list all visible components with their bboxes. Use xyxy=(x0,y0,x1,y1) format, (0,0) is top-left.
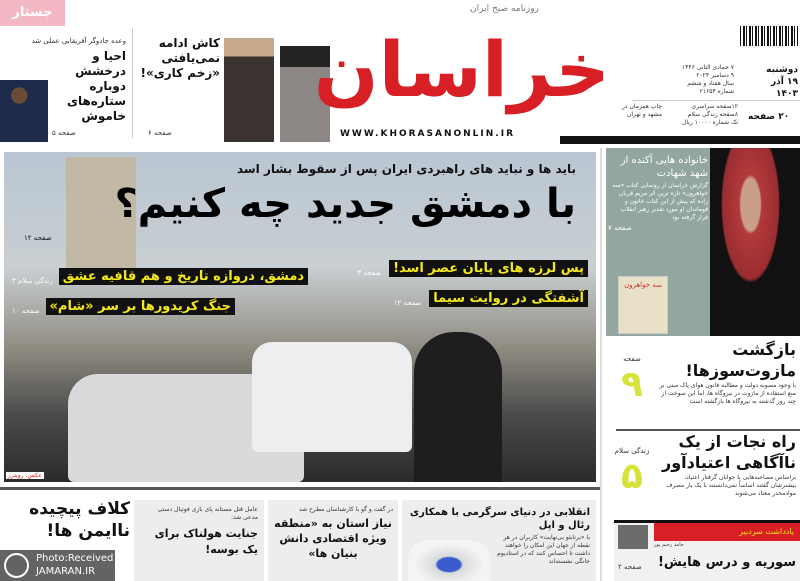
bottom-story-1[interactable] xyxy=(402,500,596,581)
divider xyxy=(600,148,602,581)
page-label: صفحه xyxy=(623,355,641,363)
side-story-2[interactable] xyxy=(606,432,800,516)
issue-number: شماره ۲۱۶۵۴ xyxy=(699,88,734,95)
story-title: ناآگاهی اعتیادآور xyxy=(662,453,796,472)
sports-teaser[interactable] xyxy=(0,30,130,142)
feature-story[interactable] xyxy=(606,148,800,336)
subheadline: پس لرزه های پایان عصر اسد! xyxy=(389,260,588,277)
masthead xyxy=(0,0,800,145)
watermark xyxy=(0,550,115,581)
car-photo xyxy=(252,342,412,452)
watermark-logo xyxy=(4,553,29,578)
subheadline: جنگ کریدورها بر سر «شام» xyxy=(46,298,235,315)
bottom-story-2[interactable] xyxy=(268,500,398,581)
story-kicker: عامل قتل مستانه پای بازی فوتبال دستی مدعی شد: xyxy=(157,506,258,521)
page-label: زندگی سلام xyxy=(614,447,650,455)
solar-date: ۱۹ آذر xyxy=(770,77,798,87)
photo-credit: عکس: رویترز xyxy=(8,472,42,479)
divider xyxy=(616,429,800,431)
side-story-1[interactable] xyxy=(606,340,800,428)
story-body: با «برنابئو بی‌نهایت» کاربران در هر نقطه از جهان این امکان را خواهند داشت تا احساس کنند که در استادیوم خانگی نشسته‌اند xyxy=(497,534,590,565)
page-ref: صفحه ۱۰ xyxy=(12,307,40,315)
barcode xyxy=(740,26,798,46)
page-count: ۲۰ صفحه xyxy=(748,112,790,122)
masthead-bar xyxy=(560,136,800,144)
page-ref: صفحه ۳ xyxy=(357,269,382,277)
film-page: صفحه ۶ xyxy=(148,129,172,137)
story-title: جنایت هولناک برای یک بوسه! xyxy=(154,527,258,556)
woman-photo xyxy=(710,148,800,336)
date-block xyxy=(738,64,798,100)
vr-headset-photo xyxy=(408,540,490,581)
story-title: مازوت‌سوزها! xyxy=(685,361,796,380)
page-ref: صفحه ۱۲ xyxy=(393,299,422,307)
page-info-item: ۸صفحه زندگی سلام xyxy=(687,111,738,118)
subheadline: دمشق، دروازه تاریخ و هم قافیه عشق xyxy=(59,268,308,285)
watermark-text: Photo:Received xyxy=(36,553,114,564)
print-info: چاپ همزمان در مشهد و تهران xyxy=(622,103,662,118)
issue-info xyxy=(636,64,734,96)
section-label: جستار xyxy=(0,0,65,26)
story-title: نیاز استان به «منطقه ویژه اقتصادی دانش بنیان ها» xyxy=(274,517,392,560)
newspaper-logo: خراسان xyxy=(313,25,610,114)
editorial-page: صفحه ۲ xyxy=(618,563,642,571)
author-name: حامد رحیم پور xyxy=(654,542,684,548)
website[interactable]: WWW.KHORASANONLIN.IR xyxy=(340,129,515,139)
page-ref: زندگی سلام ۳ xyxy=(12,277,53,285)
story-title: انقلابی در دنیای سرگرمی با همکاری رئال و اپل xyxy=(409,507,590,531)
gregorian-date: ۹ دسامبر ۲۰۲۴ xyxy=(696,72,734,79)
page-info xyxy=(664,103,738,127)
editorial-label: یادداشت سردبیر xyxy=(654,523,800,541)
page-number: ۵ xyxy=(621,456,643,497)
subheadline: آشفتگی در روایت سیما xyxy=(429,290,588,307)
sports-page: صفحه ۵ xyxy=(52,129,76,137)
story-kicker: در گفت و گو با کارشناسان مطرح شد xyxy=(298,506,393,513)
headline-page: صفحه ۱۲ xyxy=(24,234,52,242)
hijri-date: ۷ جمادی الثانی ۱۴۴۶ xyxy=(681,64,734,71)
divider xyxy=(0,487,600,490)
story-title: کلاف پیچیده ناایمن ها! xyxy=(29,499,130,541)
film-teaser[interactable] xyxy=(136,28,331,142)
editorial-title: سوریه و درس هایش! xyxy=(657,555,796,570)
volume: سال هفتاد و ششم xyxy=(687,80,734,87)
weekday: دوشنبه xyxy=(766,65,798,75)
man-photo xyxy=(414,332,502,482)
divider xyxy=(132,28,133,138)
divider xyxy=(632,100,800,101)
author-avatar xyxy=(618,525,648,549)
story-title: بازگشت xyxy=(732,340,796,359)
page-number: ۹ xyxy=(621,364,643,405)
feature-body: گزارش خراسان از رونمایی کتاب «سه خواهرون» تازه ترین اثر مریم قربان زاده که پیش از این کتاب خاتون و قوماندان او مورد تقدیر رهبر انقلاب قرار گرفته بود xyxy=(612,182,708,221)
actor-photo xyxy=(224,38,274,142)
editorial[interactable] xyxy=(614,520,800,581)
main-headline: با دمشق جدید چه کنیم؟ xyxy=(114,181,576,227)
film-title: کاش ادامه نمی‌یافتی «زخم کاری»! xyxy=(140,36,220,80)
solar-year: ۱۴۰۳ xyxy=(776,89,798,99)
bottom-story-4[interactable] xyxy=(0,496,132,548)
main-story[interactable] xyxy=(4,152,596,482)
book-cover: سه خواهرون xyxy=(618,276,668,334)
main-kicker: باید ها و نباید های راهبردی ایران پس از سقوط بشار اسد xyxy=(236,162,576,176)
price: تک شماره ۱۰۰۰۰ ریال xyxy=(681,119,738,126)
story-body: با وجود مصوبه دولت و مطالبه قانون هوای پاک مبنی بر منع استفاده از مازوت در نیروگاه ها، اما این سوخت از چند روز گذشته به نیروگاه ها بازگشته است xyxy=(659,382,796,405)
bottom-story-3[interactable] xyxy=(134,500,264,581)
feature-page: صفحه ۷ xyxy=(608,224,632,232)
page-info-item: ۱۲صفحه سراسری xyxy=(691,103,738,110)
sports-title: احیا و درخشش دوباره ستاره‌های خاموش xyxy=(66,49,126,123)
sports-kicker: وعده جادوگر آفریقایی عملی شد xyxy=(31,37,126,45)
watermark-text: JAMARAN.IR xyxy=(36,566,96,577)
tagline: روزنامه صبح ایران xyxy=(470,4,539,14)
story-body: براساس مصاحبه‌هایی با جوانان گرفتار اعتیاد، بیشترشان گفتند اساساً نمی‌دانستند با یک بار مصرف موادمخدر معتاد می‌شوند xyxy=(666,474,796,497)
story-title: راه نجات از یک xyxy=(678,432,796,451)
feature-title: خانواده هایی آکنده از شهد شهادت xyxy=(620,155,708,179)
